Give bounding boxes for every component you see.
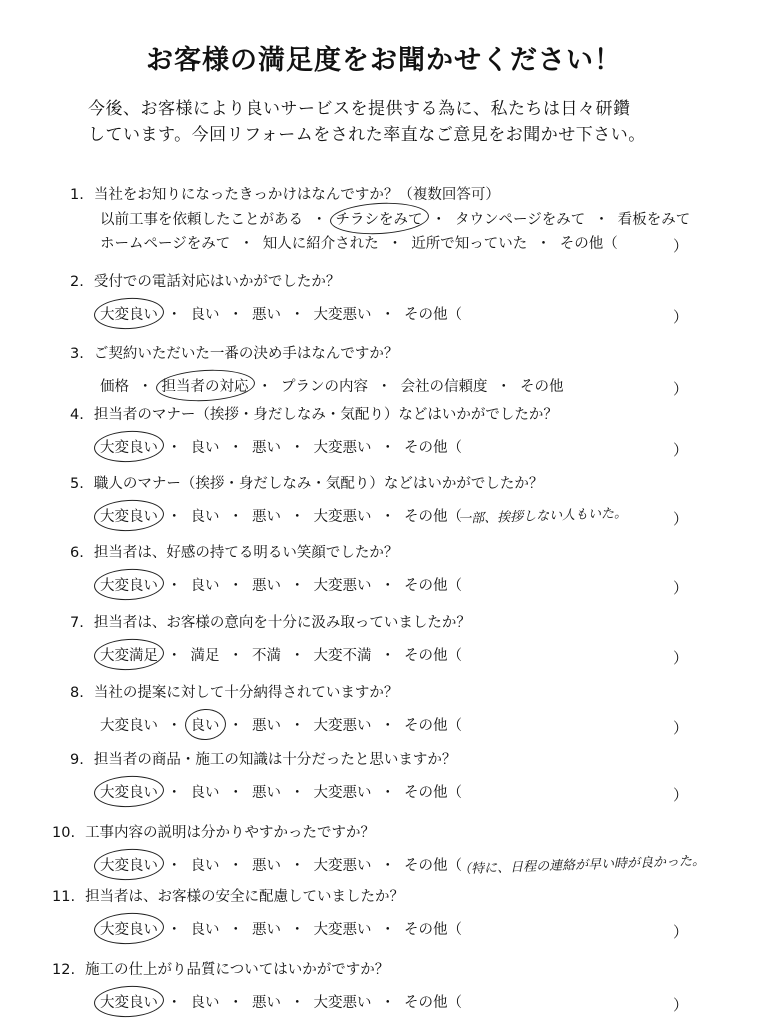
- separator-dot: ・: [228, 307, 243, 323]
- option-良い[interactable]: 良い: [190, 995, 220, 1011]
- question-number: 8.: [70, 685, 84, 701]
- closing-paren: ）: [673, 923, 689, 941]
- option-大変良い[interactable]: 大変良い: [100, 781, 158, 802]
- question-header: [52, 885, 404, 906]
- option-大変不満[interactable]: 大変不満: [313, 648, 372, 664]
- question-text: 職人のマナー（挨拶・身だしなみ・気配り）などはいかがでしたか？: [93, 476, 544, 492]
- handwritten-note: 一部、挨拶しない人もいた。: [457, 506, 628, 527]
- question-number: 7.: [70, 615, 84, 631]
- option-大変悪い[interactable]: 大変悪い: [313, 718, 372, 734]
- separator-dot: ・: [290, 858, 305, 874]
- separator-dot: ・: [380, 648, 395, 664]
- question-number: 10.: [52, 825, 76, 841]
- separator-dot: ・: [312, 212, 327, 228]
- option-その他（[interactable]: その他（: [404, 509, 462, 525]
- option-悪い[interactable]: 悪い: [252, 785, 281, 801]
- options-row: [100, 644, 462, 665]
- question-header: [70, 472, 543, 493]
- option-悪い[interactable]: 悪い: [252, 718, 281, 734]
- selected-circle-mark: [93, 774, 165, 809]
- option-悪い[interactable]: 悪い: [252, 922, 281, 938]
- separator-dot: ・: [228, 578, 243, 594]
- question-text: 担当者は、お客様の安全に配慮していましたか？: [85, 889, 405, 905]
- option-大変良い[interactable]: 大変良い: [100, 303, 158, 324]
- separator-dot: ・: [380, 995, 395, 1011]
- selected-circle-mark: [93, 984, 165, 1019]
- option-その他（[interactable]: その他（: [404, 995, 462, 1011]
- options-row: [100, 303, 462, 324]
- separator-dot: ・: [228, 785, 243, 801]
- separator-dot: ・: [380, 307, 395, 323]
- option-悪い[interactable]: 悪い: [252, 440, 281, 456]
- option-チラシをみて[interactable]: チラシをみて: [336, 208, 423, 229]
- question-header: [70, 681, 398, 702]
- separator-dot: ・: [380, 718, 395, 734]
- option-大変良い[interactable]: 大変良い: [100, 574, 158, 595]
- option-大変悪い[interactable]: 大変悪い: [313, 440, 372, 456]
- separator-dot: ・: [167, 785, 182, 801]
- question-number: 4.: [70, 407, 84, 423]
- selected-circle-mark: [93, 567, 165, 602]
- option-悪い[interactable]: 悪い: [252, 578, 281, 594]
- intro-line-1: 今後、お客様により良いサービスを提供する為に、私たちは日々研鑽: [88, 99, 631, 119]
- separator-dot: ・: [257, 379, 272, 395]
- closing-paren: ）: [673, 786, 689, 804]
- question-number: 11.: [52, 889, 76, 905]
- separator-dot: ・: [239, 236, 254, 252]
- question-number: 12.: [52, 962, 76, 978]
- option-大変悪い[interactable]: 大変悪い: [313, 509, 372, 525]
- closing-paren: ）: [673, 579, 689, 597]
- option-良い[interactable]: 良い: [190, 922, 220, 938]
- options-row: [100, 375, 564, 396]
- option-担当者の対応[interactable]: 担当者の対応: [162, 375, 249, 396]
- options-row: [100, 854, 462, 875]
- option-その他（[interactable]: その他（: [404, 718, 462, 734]
- separator-dot: ・: [228, 648, 243, 664]
- separator-dot: ・: [380, 578, 395, 594]
- options-row: [100, 574, 462, 595]
- option-大変悪い[interactable]: 大変悪い: [313, 995, 372, 1011]
- separator-dot: ・: [594, 212, 609, 228]
- options-row: [100, 505, 462, 526]
- question-text: ご契約いただいた一番の決め手はなんですか？: [93, 346, 399, 362]
- question-number: 9.: [70, 752, 84, 768]
- separator-dot: ・: [290, 922, 305, 938]
- question-header: [52, 821, 375, 842]
- separator-dot: ・: [290, 509, 305, 525]
- option-大変良い[interactable]: 大変良い: [100, 505, 158, 526]
- separator-dot: ・: [167, 307, 182, 323]
- question-header: [70, 611, 471, 632]
- option-知人に紹介された[interactable]: 知人に紹介された: [262, 236, 379, 252]
- option-大変悪い[interactable]: 大変悪い: [313, 578, 372, 594]
- option-大変良い[interactable]: 大変良い: [100, 918, 158, 939]
- option-ホームページをみて[interactable]: ホームページをみて: [100, 236, 231, 252]
- option-不満[interactable]: 不満: [252, 648, 281, 664]
- question-header: [70, 541, 398, 562]
- option-良い[interactable]: 良い: [190, 785, 220, 801]
- selected-circle-mark: [93, 847, 165, 882]
- options-row: [100, 714, 462, 735]
- separator-dot: ・: [228, 858, 243, 874]
- selected-circle-mark: [93, 911, 165, 946]
- handwritten-note: （特に、日程の連絡が早い時が良かった。: [457, 853, 706, 878]
- closing-paren: ）: [673, 719, 689, 737]
- option-以前工事を依頼したことがある[interactable]: 以前工事を依頼したことがある: [100, 212, 303, 228]
- question-header: [70, 403, 558, 424]
- question-text: 担当者は、好感の持てる明るい笑顔でしたか？: [93, 545, 399, 561]
- option-悪い[interactable]: 悪い: [252, 307, 281, 323]
- separator-dot: ・: [228, 718, 243, 734]
- separator-dot: ・: [228, 509, 243, 525]
- option-大変良い[interactable]: 大変良い: [100, 718, 158, 734]
- option-大変良い[interactable]: 大変良い: [100, 991, 158, 1012]
- question-text: 当社の提案に対して十分納得されていますか？: [93, 685, 399, 701]
- options-row: [100, 991, 462, 1012]
- option-会社の信頼度[interactable]: 会社の信頼度: [400, 379, 488, 395]
- separator-dot: ・: [290, 785, 305, 801]
- separator-dot: ・: [167, 648, 182, 664]
- options-row: [100, 436, 462, 457]
- separator-dot: ・: [167, 509, 182, 525]
- question-text: 担当者のマナー（挨拶・身だしなみ・気配り）などはいかがでしたか？: [93, 407, 558, 423]
- option-悪い[interactable]: 悪い: [252, 509, 281, 525]
- separator-dot: ・: [228, 440, 243, 456]
- separator-dot: ・: [290, 440, 305, 456]
- closing-paren: ）: [673, 510, 689, 528]
- option-大変良い[interactable]: 大変良い: [100, 436, 158, 457]
- question-header: [52, 958, 389, 979]
- question-header: [70, 270, 340, 291]
- separator-dot: ・: [380, 785, 395, 801]
- option-その他（[interactable]: その他（: [404, 922, 462, 938]
- option-その他（[interactable]: その他（: [559, 236, 618, 252]
- option-良い[interactable]: 良い: [190, 440, 220, 456]
- separator-dot: ・: [167, 718, 182, 734]
- option-良い[interactable]: 良い: [190, 509, 220, 525]
- option-その他[interactable]: その他: [520, 379, 564, 395]
- option-大変満足[interactable]: 大変満足: [100, 644, 158, 665]
- selected-circle-mark: [93, 296, 165, 331]
- option-良い[interactable]: 良い: [191, 714, 220, 735]
- separator-dot: ・: [167, 858, 182, 874]
- option-その他（[interactable]: その他（: [404, 648, 462, 664]
- selected-circle-mark: [93, 637, 165, 672]
- closing-paren: ）: [673, 649, 689, 667]
- question-text: 担当者の商品・施工の知識は十分だったと思いますか？: [93, 752, 457, 768]
- separator-dot: ・: [167, 995, 182, 1011]
- option-悪い[interactable]: 悪い: [252, 858, 281, 874]
- options-row: [100, 232, 618, 253]
- separator-dot: ・: [536, 236, 551, 252]
- option-満足[interactable]: 満足: [190, 648, 220, 664]
- separator-dot: ・: [290, 718, 305, 734]
- option-良い[interactable]: 良い: [190, 578, 220, 594]
- question-number: 6.: [70, 545, 84, 561]
- option-その他（[interactable]: その他（: [404, 578, 462, 594]
- options-row: [100, 918, 462, 939]
- question-header: [70, 748, 456, 769]
- separator-dot: ・: [290, 307, 305, 323]
- question-number: 2.: [70, 274, 84, 290]
- option-タウンページをみて[interactable]: タウンページをみて: [455, 212, 586, 228]
- question-text: 担当者は、お客様の意向を十分に汲み取っていましたか？: [93, 615, 471, 631]
- options-row: [100, 781, 462, 802]
- separator-dot: ・: [380, 922, 395, 938]
- option-悪い[interactable]: 悪い: [252, 995, 281, 1011]
- separator-dot: ・: [290, 578, 305, 594]
- option-看板をみて[interactable]: 看板をみて: [617, 212, 691, 228]
- option-大変悪い[interactable]: 大変悪い: [313, 858, 372, 874]
- separator-dot: ・: [228, 995, 243, 1011]
- option-価格[interactable]: 価格: [100, 379, 129, 395]
- option-近所で知っていた[interactable]: 近所で知っていた: [411, 236, 528, 252]
- question-text: 受付での電話対応はいかがでしたか？: [93, 274, 341, 290]
- option-大変悪い[interactable]: 大変悪い: [313, 785, 372, 801]
- separator-dot: ・: [380, 509, 395, 525]
- option-プランの内容[interactable]: プランの内容: [281, 379, 368, 395]
- selected-circle-mark: [155, 367, 255, 403]
- option-良い[interactable]: 良い: [190, 858, 220, 874]
- selected-circle-mark: [93, 498, 165, 533]
- separator-dot: ・: [431, 212, 446, 228]
- separator-dot: ・: [167, 578, 182, 594]
- separator-dot: ・: [380, 858, 395, 874]
- question-number: 5.: [70, 476, 84, 492]
- question-text: 工事内容の説明は分かりやすかったですか？: [85, 825, 376, 841]
- separator-dot: ・: [290, 995, 305, 1011]
- options-row: [100, 208, 690, 229]
- separator-dot: ・: [377, 379, 392, 395]
- separator-dot: ・: [387, 236, 403, 252]
- closing-paren: ）: [673, 237, 689, 255]
- closing-paren: ）: [673, 308, 689, 326]
- separator-dot: ・: [167, 922, 182, 938]
- option-その他（[interactable]: その他（: [404, 440, 462, 456]
- separator-dot: ・: [167, 440, 182, 456]
- closing-paren: ）: [673, 380, 689, 398]
- closing-paren: ）: [673, 441, 689, 459]
- option-大変良い[interactable]: 大変良い: [100, 854, 158, 875]
- option-大変悪い[interactable]: 大変悪い: [313, 922, 372, 938]
- page-title: お客様の満足度をお聞かせください！: [146, 45, 622, 76]
- question-text: 当社をお知りになったきっかけはなんですか？（複数回答可）: [93, 187, 500, 203]
- option-その他（[interactable]: その他（: [404, 785, 462, 801]
- selected-circle-mark: [184, 708, 227, 741]
- option-良い[interactable]: 良い: [190, 307, 220, 323]
- option-その他（[interactable]: その他（: [404, 307, 462, 323]
- question-header: [70, 183, 500, 204]
- separator-dot: ・: [380, 440, 395, 456]
- separator-dot: ・: [228, 922, 243, 938]
- separator-dot: ・: [290, 648, 305, 664]
- separator-dot: ・: [496, 379, 511, 395]
- question-number: 3.: [70, 346, 84, 362]
- closing-paren: ）: [673, 996, 689, 1014]
- selected-circle-mark: [93, 429, 165, 464]
- intro-line-2: しています。今回リフォームをされた率直なご意見をお聞かせ下さい。: [88, 125, 646, 145]
- option-大変悪い[interactable]: 大変悪い: [313, 307, 372, 323]
- question-header: [70, 342, 398, 363]
- separator-dot: ・: [138, 379, 153, 395]
- question-text: 施工の仕上がり品質についてはいかがですか？: [85, 962, 390, 978]
- option-その他（[interactable]: その他（: [404, 858, 462, 874]
- question-number: 1.: [70, 187, 84, 203]
